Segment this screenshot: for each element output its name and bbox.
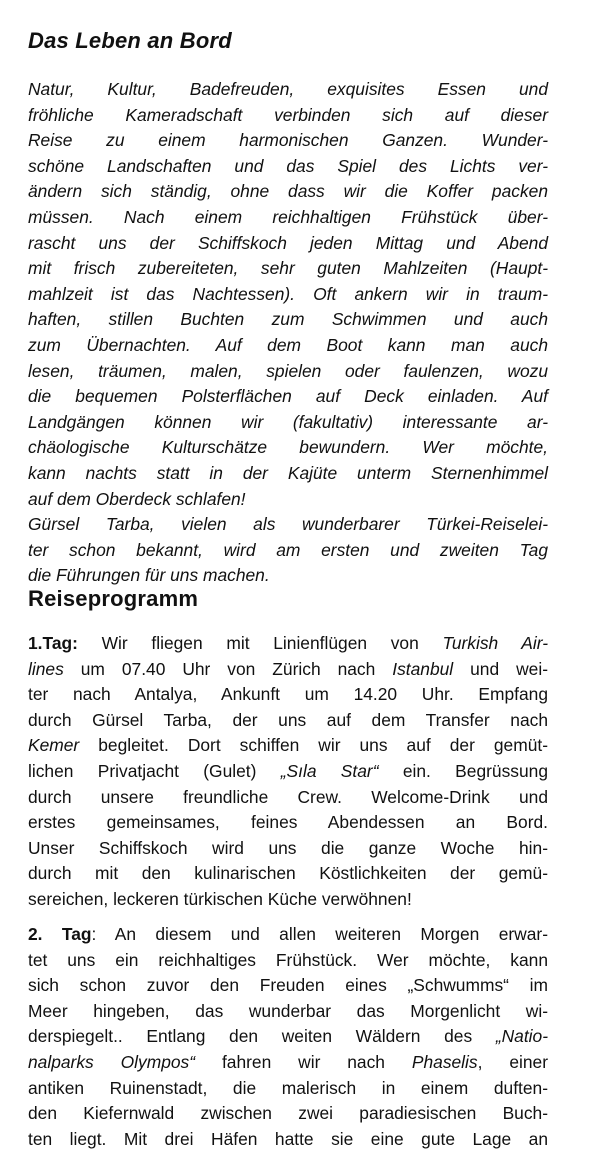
text-line xyxy=(28,836,548,862)
section-heading-leben-an-bord: Das Leben an Bord xyxy=(28,28,232,53)
text-line: fröhliche Kameradschaft verbinden sich auf dieser xyxy=(28,104,548,125)
paragraph-day-2 xyxy=(28,922,548,1152)
emphasis-text: „Natio- xyxy=(495,1026,548,1047)
text-line: Reise zu einem harmonischen Ganzen. Wunder- xyxy=(28,130,548,151)
emphasis-text: Kemer xyxy=(28,735,80,756)
text-segment: Unser Schiffskoch wird uns die ganze Woche hin- xyxy=(28,837,548,858)
text-line xyxy=(28,922,548,948)
text-segment: und wei- xyxy=(453,658,548,679)
text-line: kann nachts statt in der Kajüte unterm Sternenhimmel xyxy=(28,462,548,483)
paragraph-day-1 xyxy=(28,631,548,913)
text-line: die Führungen für uns machen. xyxy=(28,565,270,586)
text-line: Landgängen können wir (fakultativ) interessante ar- xyxy=(28,411,548,432)
text-line xyxy=(28,1101,548,1127)
text-segment: begleitet. Dort schiffen wir uns auf der gemüt- xyxy=(79,735,548,756)
text-segment: durch Gürsel Tarba, der uns auf dem Transfer nach xyxy=(28,709,548,730)
text-line: schöne Landschaften und das Spiel des Lichts ver- xyxy=(28,155,548,176)
text-line: zum Übernachten. Auf dem Boot kann man auch xyxy=(28,334,548,355)
text-segment: fahren wir nach xyxy=(195,1051,412,1072)
day-label: 2. Tag xyxy=(28,924,92,944)
text-line: ter schon bekannt, wird am ersten und zweiten Tag xyxy=(28,539,548,560)
emphasis-text: Istanbul xyxy=(392,658,454,679)
text-line xyxy=(28,973,548,999)
text-segment: sich schon zuvor den Freuden eines „Schwumms“ im xyxy=(28,975,548,996)
text-line: müssen. Nach einem reichhaltigen Frühstück über- xyxy=(28,206,548,227)
text-line xyxy=(28,861,548,887)
text-line: rascht uns der Schiffskoch jeden Mittag und Abend xyxy=(28,232,548,253)
text-segment: tet uns ein reichhaltiges Frühstück. Wer möchte, kann xyxy=(28,949,548,970)
text-line: haften, stillen Buchten zum Schwimmen und auch xyxy=(28,309,548,330)
text-segment: ein. Begrüssung xyxy=(378,760,548,781)
text-segment: den Kiefernwald zwischen zwei paradiesischen Buch- xyxy=(28,1103,548,1124)
text-segment: : An diesem und allen weiteren Morgen erwar- xyxy=(91,924,548,944)
text-line xyxy=(28,759,548,785)
text-segment: erstes gemeinsames, feines Abendessen an Bord. xyxy=(28,812,548,833)
text-line: Natur, Kultur, Badefreuden, exquisites Essen und xyxy=(28,79,548,99)
emphasis-text: Phaselis xyxy=(411,1051,478,1072)
text-line xyxy=(28,657,548,683)
text-line xyxy=(28,887,548,913)
text-line xyxy=(28,1024,548,1050)
section-heading-reiseprogramm: Reiseprogramm xyxy=(28,586,199,611)
text-line xyxy=(28,708,548,734)
text-line: chäologische Kulturschätze bewundern. Wer möchte, xyxy=(28,437,548,458)
text-segment: ter nach Antalya, Ankunft um 14.20 Uhr. Empfang xyxy=(28,684,548,705)
text-segment: sereichen, leckeren türkischen Küche verwöhnen! xyxy=(28,888,412,909)
text-segment: durch unsere freundliche Crew. Welcome-Drink und xyxy=(28,786,548,807)
text-segment: derspiegelt.. Entlang den weiten Wäldern des xyxy=(28,1026,496,1047)
emphasis-text: nalparks Olympos“ xyxy=(28,1051,196,1072)
paragraph-leben-an-bord xyxy=(28,77,548,589)
text-segment: antiken Ruinenstadt, die malerisch in einem duften- xyxy=(28,1077,548,1098)
emphasis-text: „Sıla Star“ xyxy=(280,760,379,781)
text-line xyxy=(28,733,548,759)
text-segment: , einer xyxy=(477,1051,549,1072)
day-label: 1.Tag: xyxy=(28,633,78,653)
text-line xyxy=(28,682,548,708)
text-line xyxy=(28,948,548,974)
text-line: Gürsel Tarba, vielen als wunderbarer Türkei-Reiselei- xyxy=(28,514,548,535)
emphasis-text: lines xyxy=(28,658,64,679)
text-segment: Meer hingeben, das wunderbar das Morgenlicht wi- xyxy=(28,1000,548,1021)
emphasis-text: Turkish Air- xyxy=(442,633,548,653)
text-line xyxy=(28,1050,548,1076)
text-line xyxy=(28,1076,548,1102)
text-segment: um 07.40 Uhr von Zürich nach xyxy=(63,658,393,679)
text-line: auf dem Oberdeck schlafen! xyxy=(28,488,246,509)
text-line xyxy=(28,785,548,811)
text-line: ändern sich ständig, ohne dass wir die Koffer packen xyxy=(28,181,548,202)
text-line: die bequemen Polsterflächen auf Deck einladen. Auf xyxy=(28,386,548,407)
text-line: lesen, träumen, malen, spielen oder faulenzen, wozu xyxy=(28,360,548,381)
text-segment: lichen Privatjacht (Gulet) xyxy=(28,760,281,781)
text-line: mit frisch zubereiteten, sehr guten Mahlzeiten (Haupt- xyxy=(28,258,548,279)
text-line xyxy=(28,1127,548,1153)
text-segment: ten liegt. Mit drei Häfen hatte sie eine gute Lage an xyxy=(28,1128,548,1149)
text-line: mahlzeit ist das Nachtessen). Oft ankern wir in traum- xyxy=(28,283,548,304)
text-segment: durch mit den kulinarischen Köstlichkeiten der gemü- xyxy=(28,863,548,884)
text-segment: Wir fliegen mit Linienflügen von xyxy=(77,633,443,653)
text-line xyxy=(28,999,548,1025)
text-line xyxy=(28,631,548,657)
text-line xyxy=(28,810,548,836)
